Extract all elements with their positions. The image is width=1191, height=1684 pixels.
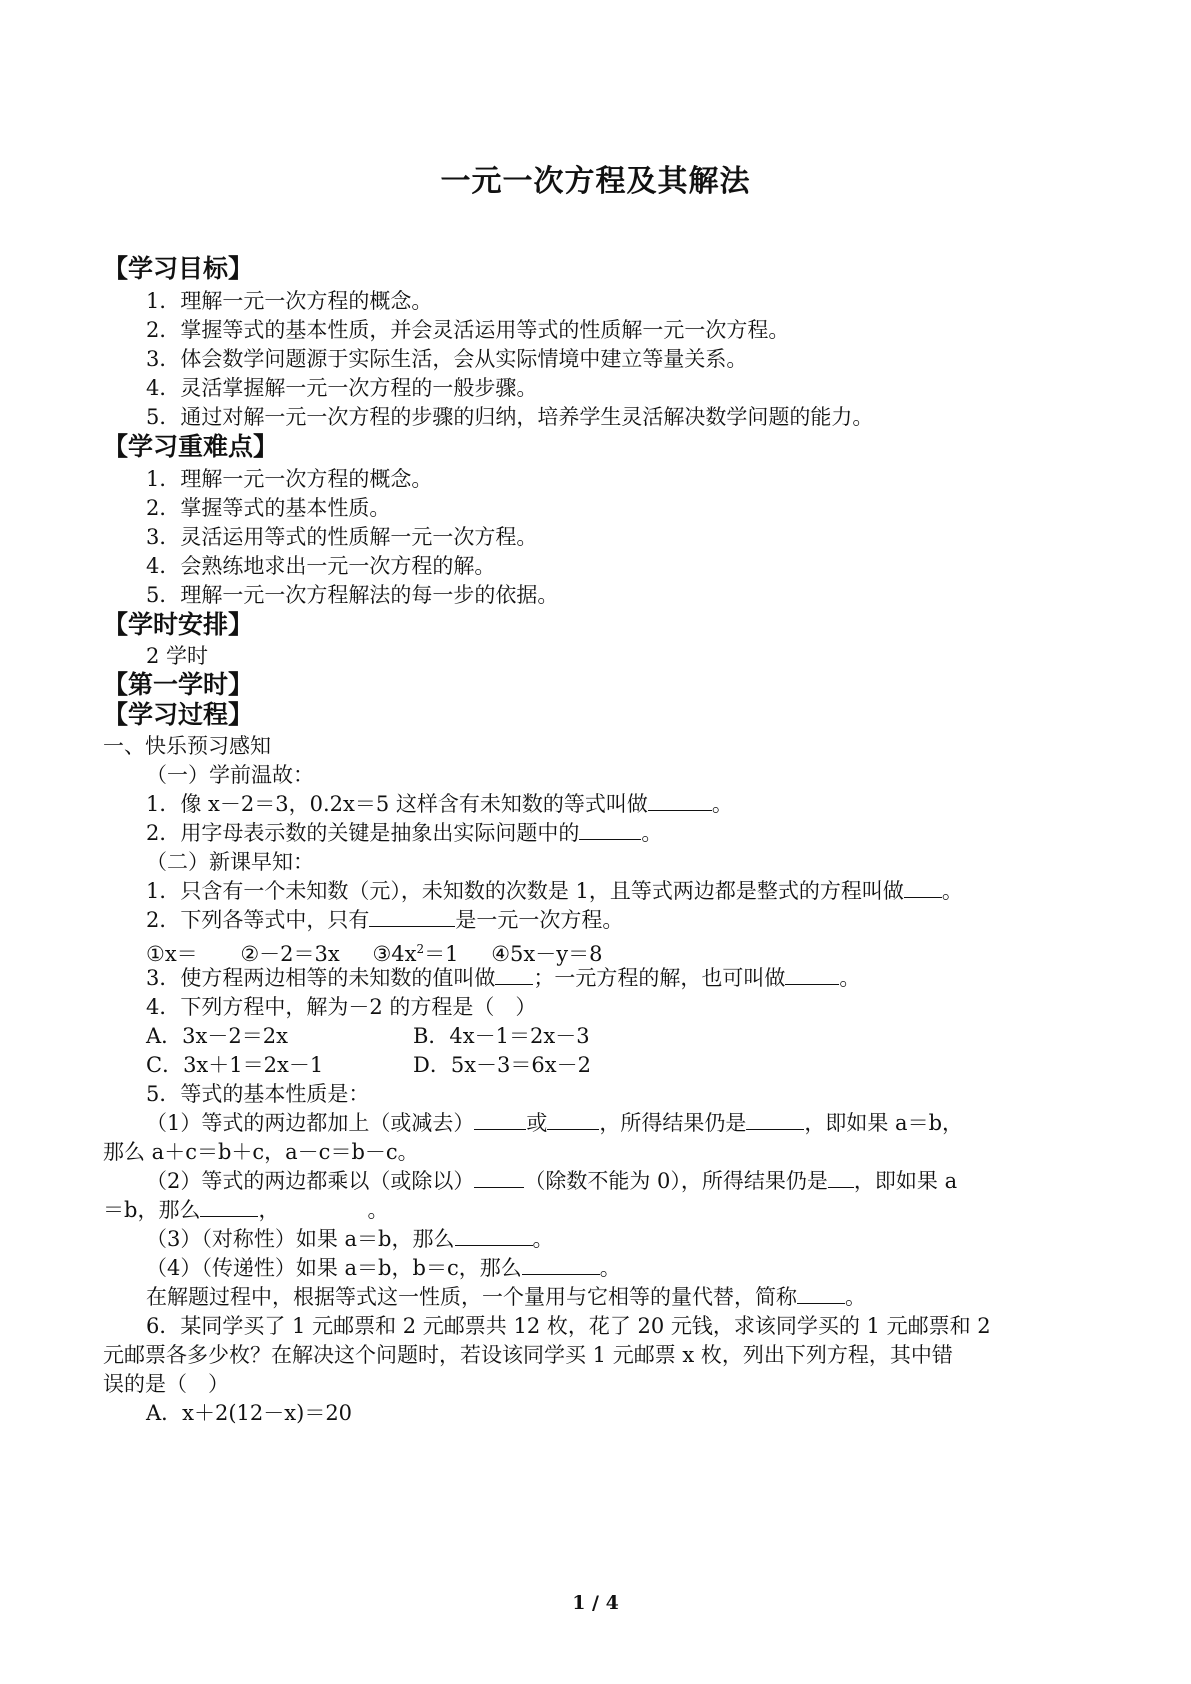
answer-blank[interactable]: [785, 964, 839, 985]
section-heading-key-points: 【学习重难点】: [103, 432, 279, 461]
choice-D: D．5x－3＝6x－2: [413, 1053, 591, 1077]
key-point-item: 1．理解一元一次方程的概念。: [146, 467, 433, 491]
option: ②－2＝3x: [240, 942, 340, 966]
question-text: 。: [641, 821, 663, 845]
question-line: 元邮票各多少枚？在解决这个问题时，若设该同学买 1 元邮票 x 枚，列出下列方程，其中错: [103, 1343, 953, 1367]
choice-B: B．4x－1＝2x－3: [413, 1024, 590, 1048]
answer-blank[interactable]: [746, 1109, 804, 1130]
question-text: ，所得结果仍是: [599, 1111, 747, 1135]
question-text: ，即如果 a＝b，: [804, 1111, 964, 1135]
option: ①x＝: [146, 942, 198, 966]
question-text: 是一元一次方程。: [455, 908, 624, 932]
question-text: （4）（传递性）如果 a＝b，b＝c，那么: [146, 1256, 522, 1280]
goal-item: 4．灵活掌握解一元一次方程的一般步骤。: [146, 376, 538, 400]
answer-blank[interactable]: [547, 1109, 599, 1130]
answer-blank[interactable]: [369, 906, 455, 927]
question-text: （除数不能为 0），所得结果仍是: [524, 1169, 828, 1193]
property-line: [146, 1283, 866, 1311]
question-text: 或: [526, 1111, 548, 1135]
question-line: 误的是（ ）: [103, 1372, 229, 1396]
subsection-heading: （一）学前温故：: [146, 763, 314, 787]
goal-item: 1．理解一元一次方程的概念。: [146, 289, 433, 313]
page-number: 1 / 4: [572, 1592, 619, 1614]
answer-blank[interactable]: [522, 1254, 600, 1275]
page-title: 一元一次方程及其解法: [440, 164, 751, 199]
question-line: [146, 877, 963, 905]
section-heading-process: 【学习过程】: [103, 700, 254, 729]
question-text: 2．用字母表示数的关键是抽象出实际问题中的: [146, 821, 580, 845]
question-text: 2．下列各等式中，只有: [146, 908, 370, 932]
question-text: 。: [711, 792, 733, 816]
question-line: [146, 906, 623, 934]
choice-A: A．x＋2(12－x)＝20: [146, 1401, 353, 1425]
answer-blank[interactable]: [474, 1167, 524, 1188]
property-line: [146, 1225, 554, 1253]
answer-blank[interactable]: [904, 877, 942, 898]
question-text: ，即如果 a: [853, 1169, 958, 1193]
question-text: 。: [367, 1198, 389, 1222]
goal-item: 5．通过对解一元一次方程的步骤的归纳，培养学生灵活解决数学问题的能力。: [146, 405, 874, 429]
question-text: 在解题过程中，根据等式这一性质，一个量用与它相等的量代替，简称: [146, 1285, 797, 1309]
question-text: ＝b，那么: [103, 1198, 201, 1222]
property-line: [103, 1196, 388, 1224]
part-heading: 一、快乐预习感知: [103, 734, 271, 758]
answer-blank[interactable]: [579, 819, 641, 840]
property-line: [146, 1167, 957, 1195]
subsection-heading: （二）新课早知：: [146, 850, 314, 874]
schedule-text: 2 学时: [146, 644, 209, 668]
question-text: 。: [941, 879, 963, 903]
section-heading-first-period: 【第一学时】: [103, 670, 254, 699]
key-point-item: 4．会熟练地求出一元一次方程的解。: [146, 554, 496, 578]
question-text: 。: [532, 1227, 554, 1251]
question-text: （1）等式的两边都加上（或减去）: [146, 1111, 475, 1135]
answer-blank[interactable]: [455, 1225, 533, 1246]
question-text: 。: [845, 1285, 866, 1309]
property-line: [146, 1109, 963, 1137]
question-text: 。: [839, 966, 861, 990]
question-line: 6．某同学买了 1 元邮票和 2 元邮票共 12 枚，花了 20 元钱，求该同学买的 1 元邮票和 2: [146, 1314, 991, 1338]
question-text: （3）（对称性）如果 a＝b，那么: [146, 1227, 455, 1251]
property-line: 那么 a＋c＝b＋c，a－c＝b－c。: [103, 1140, 419, 1164]
question-line: [146, 819, 662, 847]
question-text: 。: [599, 1256, 621, 1280]
question-line: 5．等式的基本性质是：: [146, 1082, 370, 1106]
question-line: [146, 964, 860, 992]
answer-blank[interactable]: [200, 1196, 258, 1217]
key-point-item: 5．理解一元一次方程解法的每一步的依据。: [146, 583, 559, 607]
question-text: 3．使方程两边相等的未知数的值叫做: [146, 966, 496, 990]
question-text: （2）等式的两边都乘以（或除以）: [146, 1169, 475, 1193]
question-line: 4．下列方程中，解为－2 的方程是（ ）: [146, 995, 537, 1019]
answer-blank[interactable]: [828, 1167, 854, 1188]
property-line: [146, 1254, 621, 1282]
question-line: [146, 790, 733, 818]
choice-C: C．3x＋1＝2x－1: [146, 1053, 324, 1077]
goal-item: 3．体会数学问题源于实际生活，会从实际情境中建立等量关系。: [146, 347, 748, 371]
question-text: ；一元方程的解，也可叫做: [533, 966, 786, 990]
key-point-item: 3．灵活运用等式的性质解一元一次方程。: [146, 525, 538, 549]
question-text: 1．像 x－2＝3，0.2x＝5 这样含有未知数的等式叫做: [146, 792, 648, 816]
choice-A: A．3x－2＝2x: [146, 1024, 288, 1048]
option: ④5x－y＝8: [491, 942, 603, 966]
answer-blank[interactable]: [495, 964, 533, 985]
question-text: 1．只含有一个未知数（元），未知数的次数是 1，且等式两边都是整式的方程叫做: [146, 879, 904, 903]
option: $③4x^2=1$: [372, 942, 459, 966]
section-heading-schedule: 【学时安排】: [103, 610, 254, 639]
answer-blank[interactable]: [474, 1109, 526, 1130]
answer-blank[interactable]: [797, 1283, 845, 1304]
answer-blank[interactable]: [648, 790, 712, 811]
question-text: ，: [258, 1198, 280, 1222]
goal-item: 2．掌握等式的基本性质，并会灵活运用等式的性质解一元一次方程。: [146, 318, 790, 342]
key-point-item: 2．掌握等式的基本性质。: [146, 496, 391, 520]
section-heading-goals: 【学习目标】: [103, 254, 254, 283]
